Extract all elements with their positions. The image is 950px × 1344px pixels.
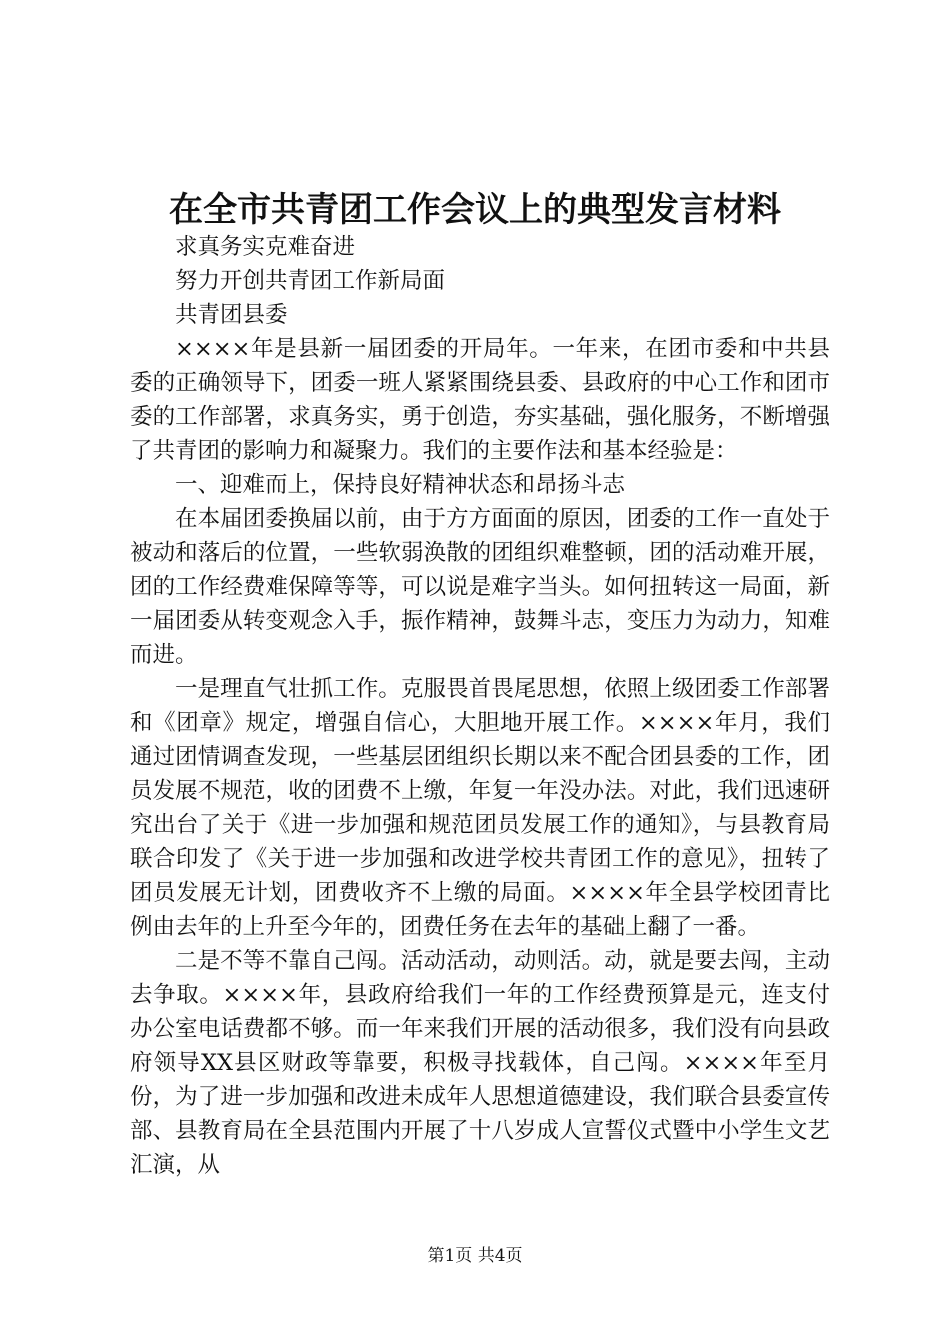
author-line: 共青团县委 bbox=[175, 302, 288, 328]
paragraph-point-2: 二是不等不靠自己闯。活动活动，动则活。动，就是要去闯，主动去争取。××××年，县政府给我们一年的工作经费预算是元，连支付办公室电话费都不够。而一年来我们开展的活动很多，我们没有向县政府领导XX县区财政等靠要，积极寻找载体，自己闯。××××年至月份，为了进一步加强和改进未成年人思想道德建设，我们联合县委宣传部、县教育局在全县范围内开展了十八岁成人宣誓仪式暨中小学生文艺汇演，从 bbox=[130, 948, 830, 1178]
paragraph-point-1: 一是理直气壮抓工作。克服畏首畏尾思想，依照上级团委工作部署和《团章》规定，增强自信心，大胆地开展工作。××××年月，我们通过团情调查发现，一些基层团组织长期以来不配合团县委的工作，团员发展不规范，收的团费不上缴，年复一年没办法。对此，我们迅速研究出台了关于《进一步加强和规范团员发展工作的通知》，与县教育局联合印发了《关于进一步加强和改进学校共青团工作的意见》，扭转了团员发展无计划，团费收齐不上缴的局面。××××年全县学校团青比例由去年的上升至今年的，团费任务在去年的基础上翻了一番。 bbox=[130, 676, 830, 940]
document-body bbox=[130, 230, 830, 1182]
paragraph-intro: ××××年是县新一届团委的开局年。一年来，在团市委和中共县委的正确领导下，团委一班人紧紧围绕县委、县政府的中心工作和团市委的工作部署，求真务实，勇于创造，夯实基础，强化服务，不断增强了共青团的影响力和凝聚力。我们的主要作法和基本经验是： bbox=[130, 336, 830, 464]
subtitle-line-2: 努力开创共青团工作新局面 bbox=[175, 268, 446, 294]
paragraph-background: 在本届团委换届以前，由于方方面面的原因，团委的工作一直处于被动和落后的位置，一些软弱涣散的团组织难整顿，团的活动难开展，团的工作经费难保障等等，可以说是难字当头。如何扭转这一局面，新一届团委从转变观念入手，振作精神，鼓舞斗志，变压力为动力，知难而进。 bbox=[130, 506, 830, 668]
section-heading-1: 一、迎难而上，保持良好精神状态和昂扬斗志 bbox=[175, 472, 626, 498]
page-footer: 第1页 共4页 bbox=[427, 1246, 523, 1266]
document-title: 在全市共青团工作会议上的典型发言材料 bbox=[169, 190, 781, 230]
subtitle-line-1: 求真务实克难奋进 bbox=[175, 234, 356, 260]
